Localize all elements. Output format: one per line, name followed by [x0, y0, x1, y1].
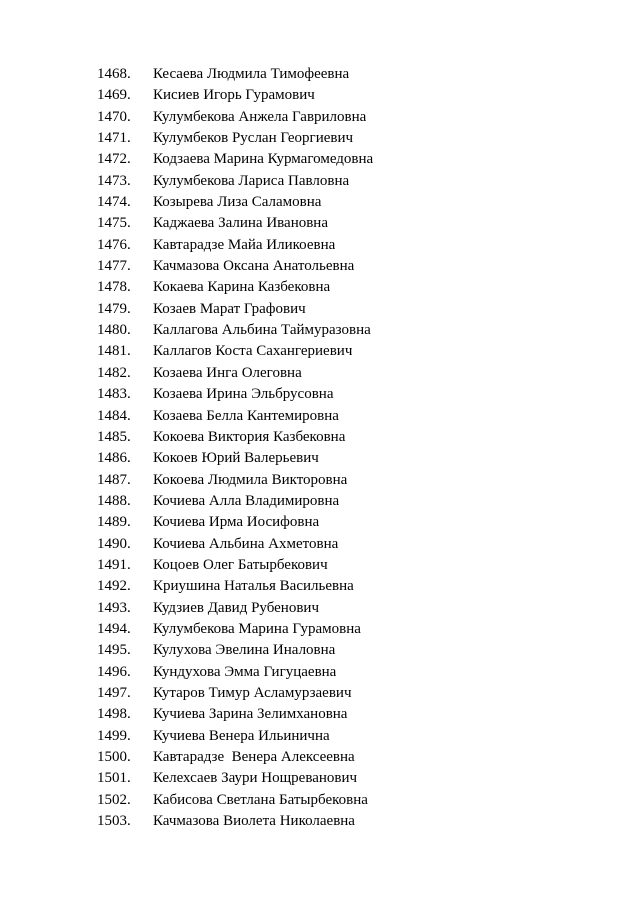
entry-number: 1476. — [97, 236, 131, 253]
entry-name: Кучиева Зарина Зелимхановна — [153, 706, 348, 723]
entry-name: Кутаров Тимур Асламурзаевич — [153, 684, 352, 701]
list-item — [97, 128, 617, 149]
entry-name: Каллагов Коста Сахангериевич — [153, 343, 353, 360]
numbered-name-list — [97, 64, 617, 832]
entry-name: Кавтарадзе Венера Алексеевна — [153, 749, 355, 765]
entry-number: 1478. — [97, 279, 131, 296]
list-item — [97, 192, 617, 213]
list-item — [97, 640, 617, 661]
entry-number: 1485. — [97, 428, 131, 445]
entry-name: Кодзаева Марина Курмагомедовна — [153, 151, 374, 168]
entry-number: 1502. — [97, 791, 131, 808]
entry-number: 1496. — [97, 663, 131, 680]
entry-number: 1489. — [97, 514, 131, 531]
entry-number: 1503. — [97, 813, 131, 830]
list-item — [97, 427, 617, 448]
entry-name: Каллагова Альбина Таймуразовна — [153, 322, 371, 339]
list-item — [97, 598, 617, 619]
entry-name: Козаева Белла Кантемировна — [153, 407, 339, 424]
entry-number: 1475. — [97, 215, 131, 232]
entry-name: Козырева Лиза Саламовна — [153, 194, 322, 211]
list-item — [97, 341, 617, 362]
list-item — [97, 790, 617, 811]
entry-name: Кудзиев Давид Рубенович — [153, 599, 319, 616]
entry-name: Кулухова Эвелина Иналовна — [153, 642, 336, 659]
entry-name: Кочиева Альбина Ахметовна — [153, 535, 339, 552]
list-item — [97, 213, 617, 234]
entry-name: Кулумбеков Руслан Георгиевич — [153, 130, 354, 147]
list-item — [97, 619, 617, 640]
entry-number: 1481. — [97, 343, 131, 360]
list-item — [97, 512, 617, 533]
list-item — [97, 768, 617, 789]
entry-number: 1500. — [97, 749, 131, 765]
list-item — [97, 470, 617, 491]
entry-name: Кучиева Венера Ильинична — [153, 727, 330, 744]
entry-name: Козаева Инга Олеговна — [153, 364, 302, 381]
entry-name: Каджаева Залина Ивановна — [153, 215, 328, 232]
entry-name: Кабисова Светлана Батырбековна — [153, 791, 368, 808]
list-item — [97, 726, 617, 747]
entry-number: 1477. — [97, 258, 131, 275]
list-item — [97, 363, 617, 384]
list-item — [97, 534, 617, 555]
entry-name: Качмазова Виолета Николаевна — [153, 813, 355, 830]
entry-number: 1471. — [97, 130, 131, 147]
entry-number: 1487. — [97, 471, 131, 488]
entry-number: 1486. — [97, 450, 131, 467]
entry-number: 1473. — [97, 172, 131, 189]
list-item — [97, 235, 617, 256]
entry-number: 1480. — [97, 322, 131, 339]
list-item — [97, 811, 617, 832]
entry-number: 1468. — [97, 66, 131, 82]
entry-number: 1469. — [97, 87, 131, 104]
list-item — [97, 320, 617, 341]
entry-number: 1491. — [97, 556, 131, 573]
list-item — [97, 384, 617, 405]
entry-name: Кундухова Эмма Гигуцаевна — [153, 663, 337, 680]
entry-number: 1494. — [97, 620, 131, 637]
entry-name: Кесаева Людмила Тимофеевна — [153, 66, 350, 82]
entry-number: 1484. — [97, 407, 131, 424]
list-item — [97, 448, 617, 469]
list-item — [97, 256, 617, 277]
entry-number: 1479. — [97, 300, 131, 317]
entry-number: 1490. — [97, 535, 131, 552]
entry-number: 1474. — [97, 194, 131, 211]
entry-name: Кокоева Людмила Викторовна — [153, 471, 348, 488]
list-item — [97, 491, 617, 512]
list-item — [97, 704, 617, 725]
entry-name: Криушина Наталья Васильевна — [153, 578, 354, 595]
entry-name: Качмазова Оксана Анатольевна — [153, 258, 355, 275]
list-item — [97, 107, 617, 128]
list-item — [97, 747, 617, 768]
entry-name: Кулумбекова Марина Гурамовна — [153, 620, 361, 637]
entry-number: 1498. — [97, 706, 131, 723]
entry-name: Кисиев Игорь Гурамович — [153, 87, 315, 104]
entry-number: 1501. — [97, 770, 131, 787]
entry-name: Келехсаев Заури Нощреванович — [153, 770, 358, 787]
entry-name: Кокоева Виктория Казбековна — [153, 428, 346, 445]
entry-name: Кочиева Алла Владимировна — [153, 492, 340, 509]
entry-number: 1499. — [97, 727, 131, 744]
list-item — [97, 406, 617, 427]
entry-name: Кочиева Ирма Иосифовна — [153, 514, 320, 531]
entry-number: 1472. — [97, 151, 131, 168]
entry-name: Кулумбекова Анжела Гавриловна — [153, 108, 367, 125]
list-item — [97, 662, 617, 683]
list-item — [97, 85, 617, 106]
entry-name: Кокаева Карина Казбековна — [153, 279, 331, 296]
list-item — [97, 683, 617, 704]
entry-number: 1483. — [97, 386, 131, 403]
entry-number: 1495. — [97, 642, 131, 659]
list-item — [97, 64, 617, 85]
list-item — [97, 576, 617, 597]
entry-number: 1493. — [97, 599, 131, 616]
entry-name: Кокоев Юрий Валерьевич — [153, 450, 319, 467]
entry-number: 1492. — [97, 578, 131, 595]
entry-name: Козаев Марат Графович — [153, 300, 306, 317]
list-item — [97, 277, 617, 298]
entry-number: 1470. — [97, 108, 131, 125]
entry-name: Кавтарадзе Майа Иликоевна — [153, 236, 336, 253]
entry-name: Козаева Ирина Эльбрусовна — [153, 386, 334, 403]
list-item — [97, 171, 617, 192]
entry-number: 1488. — [97, 492, 131, 509]
list-item — [97, 149, 617, 170]
list-item — [97, 299, 617, 320]
entry-number: 1482. — [97, 364, 131, 381]
list-item — [97, 555, 617, 576]
entry-name: Коцоев Олег Батырбекович — [153, 556, 328, 573]
entry-number: 1497. — [97, 684, 131, 701]
entry-name: Кулумбекова Лариса Павловна — [153, 172, 350, 189]
